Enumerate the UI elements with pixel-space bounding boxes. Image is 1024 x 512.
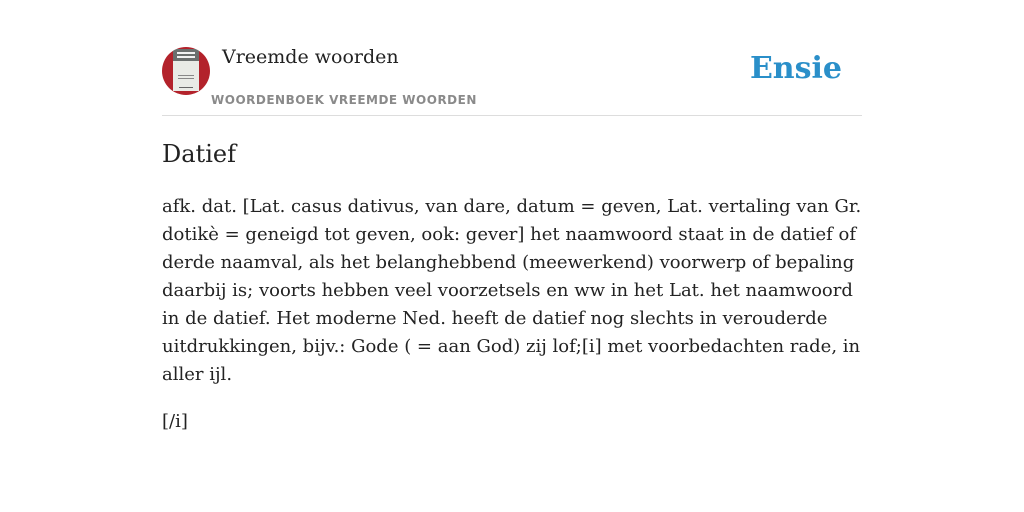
entry-definition: afk. dat. [Lat. casus dativus, van dare, datum = geven, Lat. vertaling van Gr. dotikè = geneigd tot geven, ook: gever] het naamwoord staat in de datief of derde naamval, als het belanghebbend (meewerkend) voorwerp of bepaling daarbij is; voorts hebben veel voorzetsels en ww in het Lat. het naamwoord in de datief. Het moderne Ned. heeft de datief nog slechts in verouderde uitdrukkingen, bijv.: Gode ( = aan God) zij lof;[i] met voorbedachten rade, in aller ijl. <box>162 196 862 385</box>
book-cover-icon <box>173 49 199 91</box>
dictionary-avatar[interactable] <box>162 47 210 95</box>
entry-title: Datief <box>162 140 236 168</box>
entry-trailing-markup: [/i] <box>162 411 188 432</box>
header <box>162 0 862 116</box>
ensie-logo-link[interactable]: Ensie <box>749 51 842 86</box>
dictionary-title-link[interactable]: Vreemde woorden <box>222 46 399 68</box>
page-container <box>162 0 862 432</box>
dictionary-subtitle: WOORDENBOEK VREEMDE WOORDEN <box>211 93 477 107</box>
